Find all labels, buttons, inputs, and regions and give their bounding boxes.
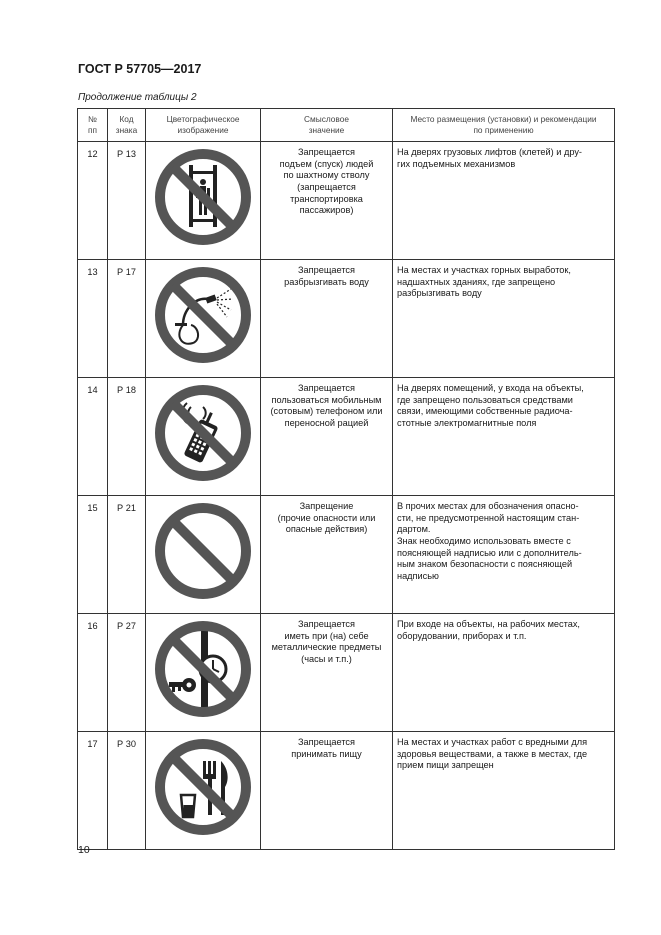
no-shaft-travel-icon	[153, 147, 253, 247]
col-header-meaning: Смысловое значение	[261, 109, 393, 142]
table-row	[78, 614, 615, 732]
sign-meaning: Запрещение (прочие опасности или опасные действия)	[261, 496, 393, 614]
sign-recommendation: На местах и участках горных выработок, надшахтных зданиях, где запрещено разбрызгивать воду	[393, 260, 615, 378]
table-row	[78, 142, 615, 260]
page-number: 10	[78, 844, 90, 856]
sign-recommendation: На дверях грузовых лифтов (клетей) и дру- гих подъемных механизмов	[393, 142, 615, 260]
col-header-code: Код знака	[108, 109, 146, 142]
col-header-image: Цветографическое изображение	[146, 109, 261, 142]
table-row	[78, 378, 615, 496]
row-number: 13	[78, 260, 108, 378]
sign-recommendation: В прочих местах для обозначения опасно- сти, не предусмотренной настоящим стан- дартом. Знак необходимо использовать вместе с поясняющей надписью или с дополнитель- ным знаком безопасности с поясняющей надписью	[393, 496, 615, 614]
sign-image-cell	[146, 614, 261, 732]
row-number: 16	[78, 614, 108, 732]
sign-code: Р 27	[108, 614, 146, 732]
sign-recommendation: На дверях помещений, у входа на объекты, где запрещено пользоваться средствами связи, имеющими собственные радиоча- стотные электромагнитные поля	[393, 378, 615, 496]
row-number: 17	[78, 732, 108, 850]
general-prohibition-icon	[153, 501, 253, 601]
sign-code: Р 17	[108, 260, 146, 378]
col-header-recommendation: Место размещения (установки) и рекомендации по применению	[393, 109, 615, 142]
sign-meaning: Запрещается разбрызгивать воду	[261, 260, 393, 378]
table-row	[78, 732, 615, 850]
sign-code: Р 21	[108, 496, 146, 614]
row-number: 12	[78, 142, 108, 260]
sign-recommendation: При входе на объекты, на рабочих местах, оборудовании, приборах и т.п.	[393, 614, 615, 732]
sign-code: Р 13	[108, 142, 146, 260]
row-number: 15	[78, 496, 108, 614]
sign-recommendation: На местах и участках работ с вредными для здоровья веществами, а также в местах, где прием пищи запрещен	[393, 732, 615, 850]
safety-signs-table	[77, 108, 615, 850]
sign-code: Р 30	[108, 732, 146, 850]
no-water-spray-icon	[153, 265, 253, 365]
document-header: ГОСТ Р 57705—2017	[78, 62, 202, 76]
sign-code: Р 18	[108, 378, 146, 496]
sign-image-cell	[146, 260, 261, 378]
sign-meaning: Запрещается подъем (спуск) людей по шахтному стволу (запрещается транспортировка пассажиров)	[261, 142, 393, 260]
row-number: 14	[78, 378, 108, 496]
sign-meaning: Запрещается принимать пищу	[261, 732, 393, 850]
no-eating-icon	[153, 737, 253, 837]
no-metal-objects-icon	[153, 619, 253, 719]
no-mobile-phone-icon	[153, 383, 253, 483]
table-row	[78, 496, 615, 614]
sign-image-cell	[146, 142, 261, 260]
sign-meaning: Запрещается иметь при (на) себе металлические предметы (часы и т.п.)	[261, 614, 393, 732]
table-header-row	[78, 109, 615, 142]
sign-meaning: Запрещается пользоваться мобильным (сотовым) телефоном или переносной рацией	[261, 378, 393, 496]
col-header-no: № пп	[78, 109, 108, 142]
sign-image-cell	[146, 732, 261, 850]
table-row	[78, 260, 615, 378]
sign-image-cell	[146, 496, 261, 614]
table-caption: Продолжение таблицы 2	[78, 92, 197, 103]
sign-image-cell	[146, 378, 261, 496]
